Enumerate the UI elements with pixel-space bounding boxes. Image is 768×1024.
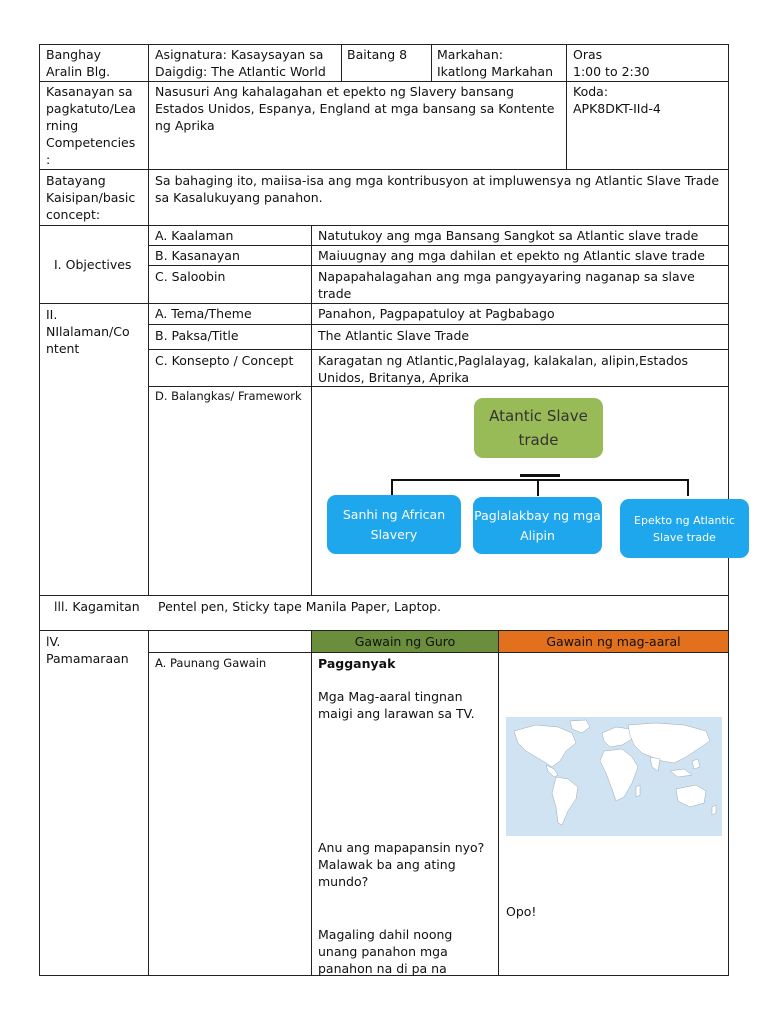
- row-line: [148, 324, 729, 325]
- student-answer: Opo!: [506, 904, 537, 919]
- concept-label: Batayang Kaisipan/basic concept:: [46, 173, 136, 222]
- connector-bar: [392, 479, 689, 481]
- objective-key: A. Kaalaman: [155, 228, 234, 243]
- row-line: [148, 245, 729, 246]
- row-line: [148, 652, 729, 653]
- objective-value: Napapahalagahan ang mga pangyayaring naganap sa slave trade: [318, 269, 695, 301]
- row-line: [148, 386, 729, 387]
- grade-label: Baitang 8: [347, 47, 408, 62]
- framework-root-node: Atantic Slave trade: [474, 398, 603, 458]
- framework-child-node-journey: Paglalakbay ng mga Alipin: [473, 497, 602, 554]
- content-value: The Atlantic Slave Trade: [318, 328, 470, 343]
- col-line: [148, 630, 149, 975]
- content-key: D. Balangkas/ Framework: [155, 389, 302, 403]
- connector-drop-right: [687, 479, 689, 496]
- materials-text: Pentel pen, Sticky tape Manila Paper, Laptop.: [158, 599, 442, 614]
- row-line: [39, 303, 729, 304]
- framework-child-node-causes: Sanhi ng African Slavery: [327, 495, 461, 554]
- content-value: Karagatan ng Atlantic,Paglalayag, kalakalan, alipin,Estados Unidos, Britanya, Aprika: [318, 353, 689, 385]
- code-label: Koda: APK8DKT-IId-4: [573, 84, 661, 116]
- connector-drop-left: [391, 479, 393, 496]
- connector-stem: [520, 474, 560, 477]
- row-line: [39, 81, 729, 82]
- col-line: [498, 630, 499, 975]
- objective-key: B. Kasanayan: [155, 248, 240, 263]
- col-line: [311, 225, 312, 595]
- framework-child-node-effects: Epekto ng Atlantic Slave trade: [620, 499, 749, 558]
- content-key: B. Paksa/Title: [155, 328, 239, 343]
- teacher-instruction: Mga Mag-aaral tingnan maigi ang larawan sa TV.: [318, 689, 475, 721]
- lesson-number-label: Banghay Aralin Blg.: [46, 47, 111, 79]
- materials-label: lll. Kagamitan: [54, 599, 140, 614]
- row-line: [148, 265, 729, 266]
- connector-drop-middle: [537, 479, 539, 496]
- objective-key: C. Saloobin: [155, 269, 226, 284]
- activity-title: Pagganyak: [318, 656, 396, 671]
- col-line: [341, 44, 342, 81]
- section-label: A. Paunang Gawain: [155, 656, 267, 670]
- col-line: [311, 630, 312, 975]
- content-key: C. Konsepto / Concept: [155, 353, 294, 368]
- col-line: [566, 44, 567, 169]
- world-map-icon: [506, 717, 722, 836]
- student-activity-header-text: Gawain ng mag-aaral: [546, 634, 681, 649]
- objective-value: Natutukoy ang mga Bansang Sangkot sa Atlantic slave trade: [318, 228, 699, 243]
- teacher-activity-header-text: Gawain ng Guro: [354, 634, 456, 649]
- competency-text: Nasusuri Ang kahalagahan et epekto ng Slavery bansang Estados Unidos, Espanya, England at mga bansang sa Kontente ng Aprika: [155, 84, 555, 133]
- competency-label: Kasanayan sa pagkatuto/Lea rning Competencies :: [46, 84, 136, 167]
- content-value: Panahon, Pagpapatuloy at Pagbabago: [318, 306, 555, 321]
- world-map-image: [506, 717, 722, 836]
- table-border-left: [39, 44, 40, 976]
- row-line: [39, 44, 729, 45]
- row-line: [148, 349, 729, 350]
- col-line: [148, 44, 149, 595]
- objectives-label: I. Objectives: [54, 257, 132, 272]
- col-line: [431, 44, 432, 81]
- row-line: [39, 169, 729, 170]
- row-line: [39, 225, 729, 226]
- time-label: Oras 1:00 to 2:30: [573, 47, 650, 79]
- content-label: II. NIlalaman/Co ntent: [46, 307, 130, 356]
- objective-value: Maiuugnay ang mga dahilan et epekto ng Atlantic slave trade: [318, 248, 705, 263]
- teacher-remark: Magaling dahil noong unang panahon mga panahon na di pa na: [318, 927, 453, 976]
- quarter-label: Markahan: Ikatlong Markahan: [437, 47, 553, 79]
- subject-label: Asignatura: Kasaysayan sa Daigdig: The Atlantic World: [155, 47, 326, 79]
- row-line: [39, 595, 729, 596]
- concept-text: Sa bahaging ito, maiisa-isa ang mga kontribusyon at impluwensya ng Atlantic Slave Trade sa Kasalukuyang panahon.: [155, 173, 720, 205]
- procedure-label: lV. Pamamaraan: [46, 634, 129, 666]
- teacher-question: Anu ang mapapansin nyo? Malawak ba ang ating mundo?: [318, 840, 485, 889]
- content-key: A. Tema/Theme: [155, 306, 252, 321]
